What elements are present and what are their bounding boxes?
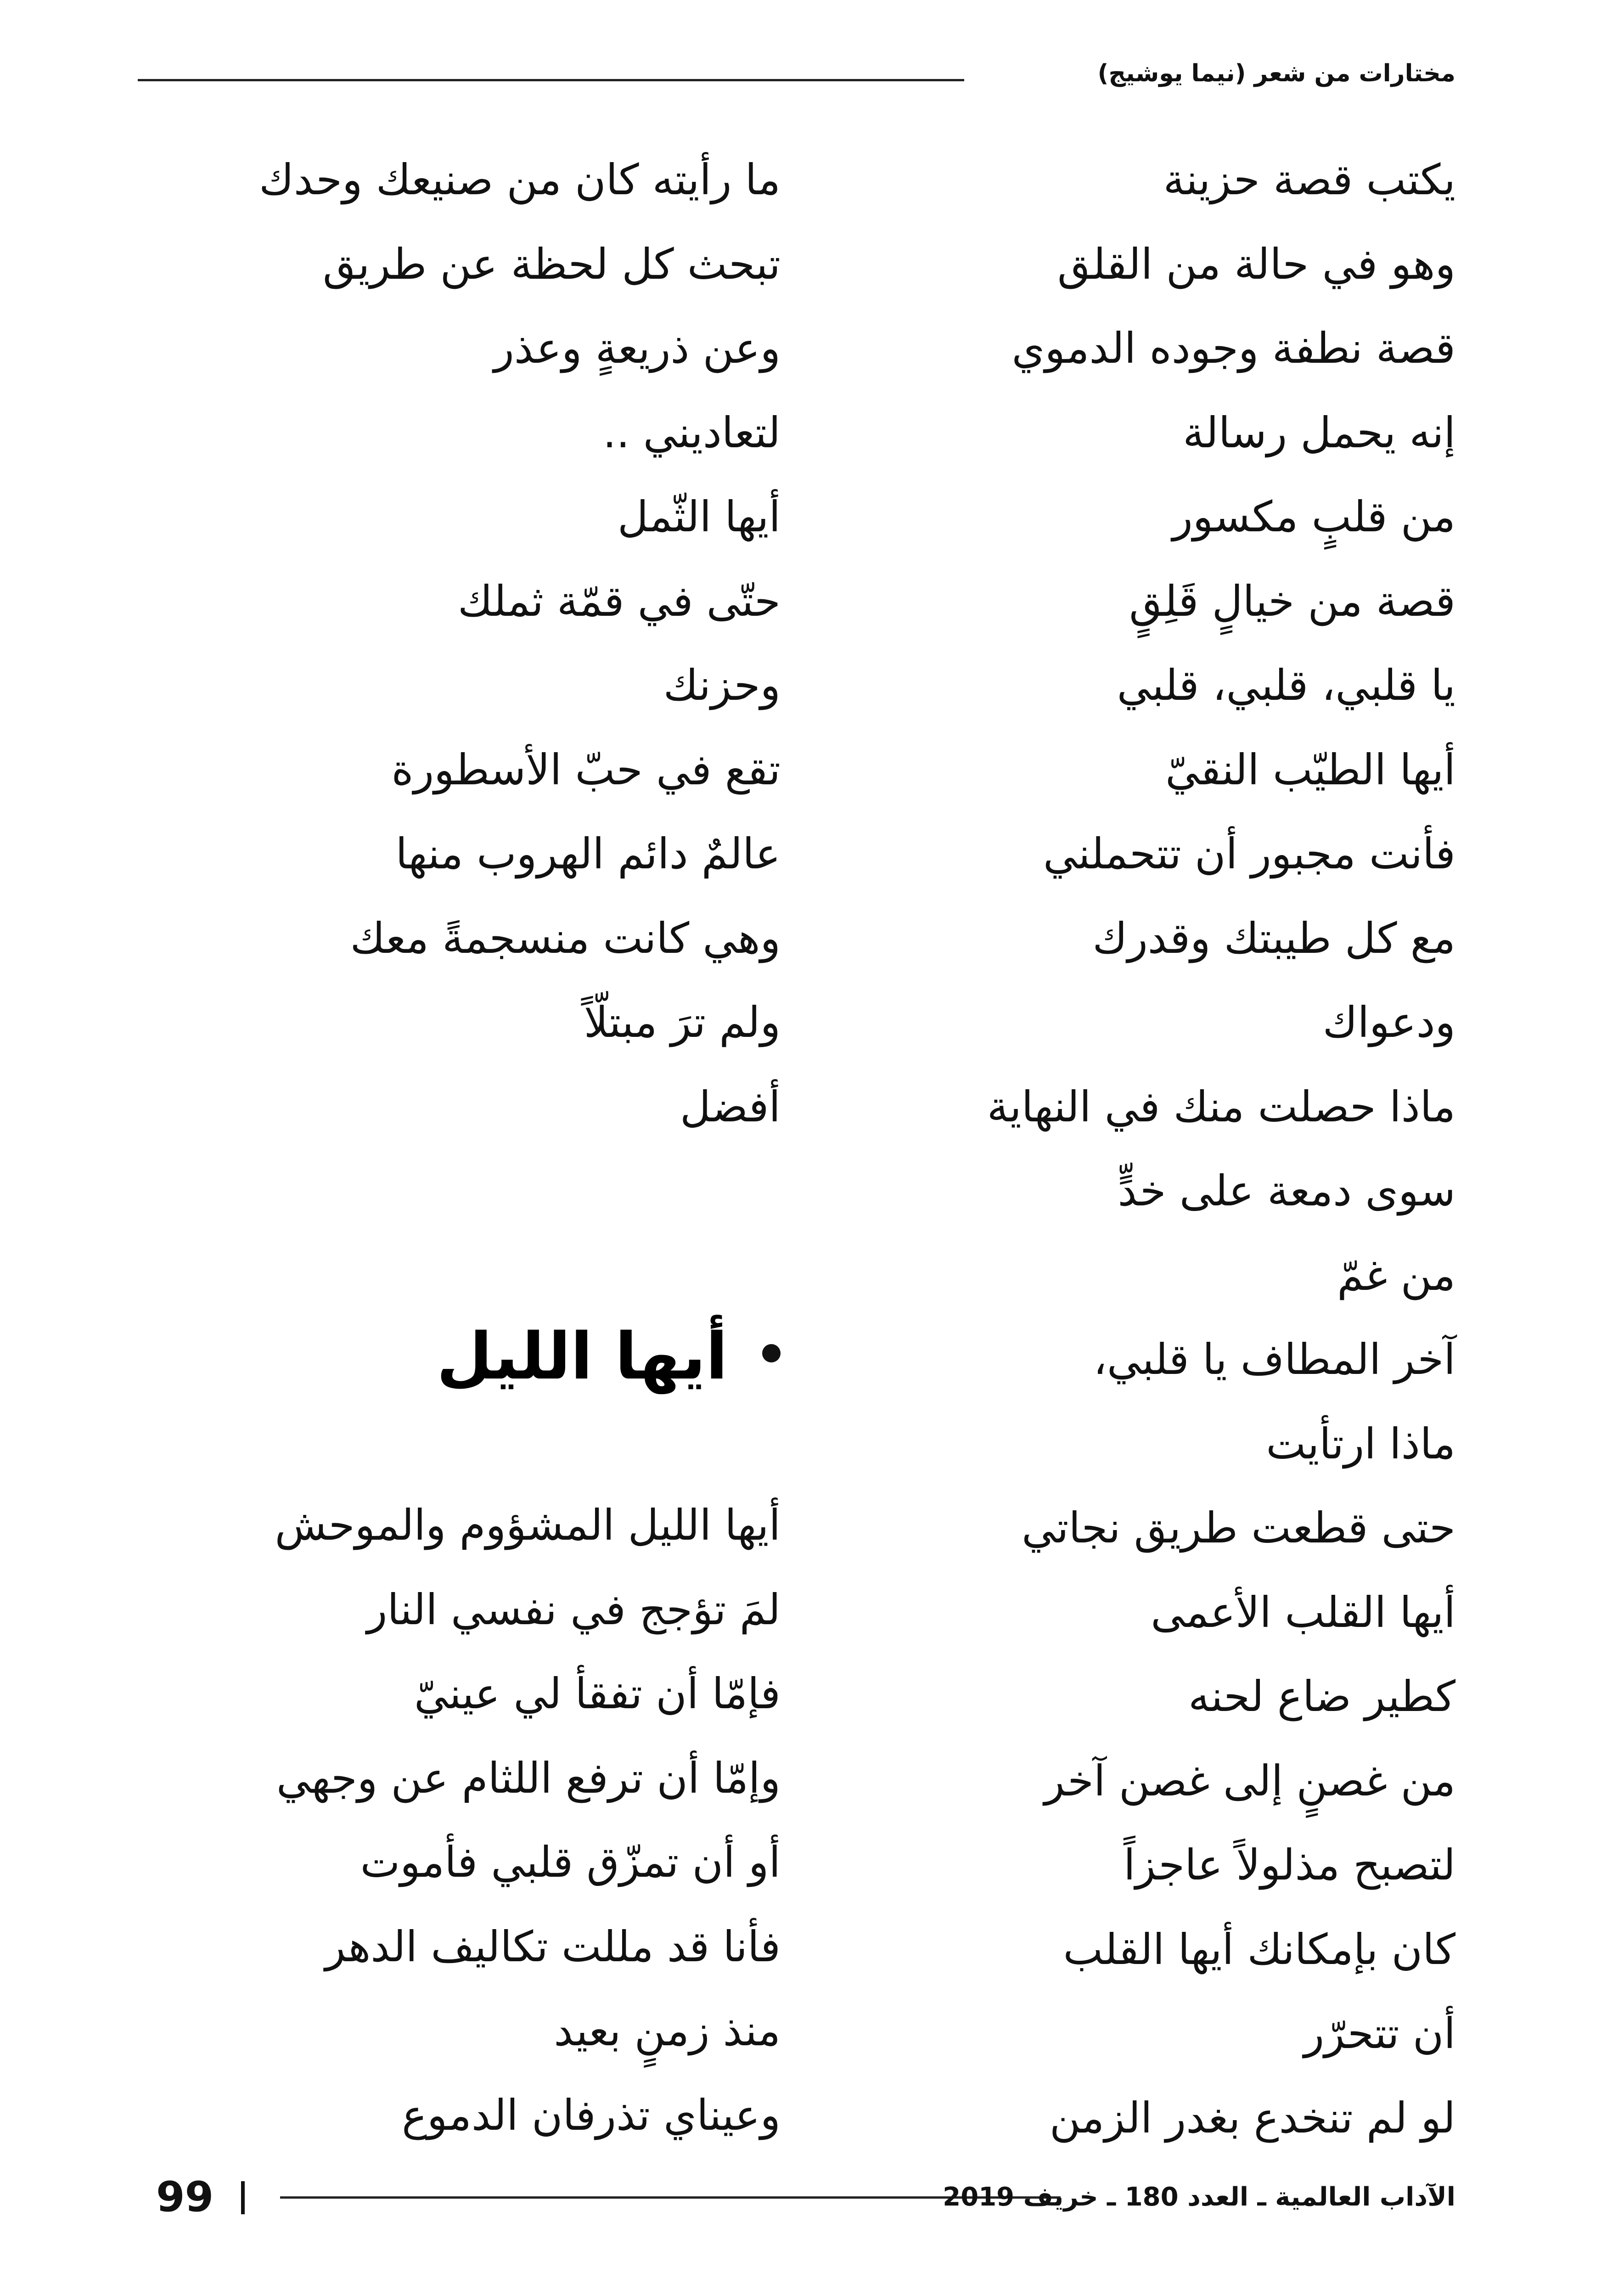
section-heading [115, 1313, 781, 1401]
bullet-icon [762, 1344, 781, 1362]
poem-line: أو أن تمزّق قلبي فأموت [360, 1838, 781, 1887]
poem-line: سوى دمعة على خدٍّ [1118, 1166, 1455, 1216]
poem-line: أيها الثّمل [617, 492, 781, 541]
poem-line: أفضل [680, 1082, 781, 1131]
poem-line: من غصنٍ إلى غصن آخر [1044, 1756, 1455, 1806]
poem-line: ودعواك [1322, 998, 1455, 1047]
poem-line: يكتب قصة حزينة [1163, 155, 1455, 204]
poem-line: أن تتحرّر [1304, 2009, 1455, 2058]
poem-line: حتّى في قمّة ثملك [458, 576, 781, 626]
poem-line: وحزنك [663, 661, 781, 710]
section-heading-text: أيها الليل [436, 1319, 728, 1394]
poem-line: ماذا ارتأيت [1266, 1419, 1455, 1469]
poem-line: ما رأيته كان من صنيعك وحدك [259, 155, 781, 204]
poem-line: فأنا قد مللت تكاليف الدهر [325, 1922, 781, 1971]
poem-line: يا قلبي، قلبي، قلبي [1117, 661, 1455, 710]
poem-line: أيها الطيّب النقيّ [1165, 745, 1455, 794]
poem-line: وهو في حالة من القلق [1057, 239, 1455, 289]
poem-line: أيها الليل المشؤوم والموحش [275, 1501, 781, 1550]
header-title: مختارات من شعر (نيما يوشيج) [1097, 60, 1455, 87]
poem-line: وهي كانت منسجمةً معك [350, 913, 781, 963]
poem-line: وعن ذريعةٍ وعذر [494, 324, 781, 373]
poem-line: لو لم تنخدع بغدر الزمن [1049, 2093, 1455, 2143]
poem-line: تقع في حبّ الأسطورة [391, 745, 781, 794]
running-header [138, 55, 1455, 106]
journal-issue: الآداب العالمية ـ العدد 180 ـ خريف 2019 [943, 2182, 1455, 2212]
poem-line: كطير ضاع لحنه [1188, 1672, 1455, 1721]
poem-column-right [859, 138, 1455, 2160]
poem-line: حتى قطعت طريق نجاتي [1022, 1503, 1455, 1553]
poem-line: فإمّا أن تفقأ لي عينيّ [414, 1669, 781, 1718]
poem-line: مع كل طيبتك وقدرك [1092, 913, 1455, 963]
poem-line: إنه يحمل رسالة [1183, 408, 1455, 457]
poem-line: فأنت مجبور أن تتحملني [1043, 829, 1455, 878]
poem-line: ماذا حصلت منك في النهاية [987, 1082, 1455, 1131]
poem-line: وعيناي تذرفان الدموع [402, 2090, 781, 2140]
poem-line: قصة نطفة وجوده الدموي [1011, 324, 1455, 373]
poem-line: آخر المطاف يا قلبي، [1093, 1335, 1455, 1384]
poem-line: من قلبٍ مكسور [1172, 492, 1455, 541]
poem-line: كان بإمكانك أيها القلب [1063, 1925, 1455, 1974]
poem-line: تبحث كل لحظة عن طريق [323, 239, 781, 289]
page-footer [138, 2167, 1455, 2227]
poem-column-left-top [115, 138, 781, 1149]
poem-line: أيها القلب الأعمى [1151, 1587, 1455, 1637]
poem-line: ولم ترَ مبتلّاً [584, 998, 781, 1047]
poem-line: لمَ تؤجج في نفسي النار [367, 1585, 781, 1634]
poem-line: منذ زمنٍ بعيد [554, 2006, 781, 2055]
poem-line: لتعاديني .. [603, 408, 781, 457]
poem-line: وإمّا أن ترفع اللثام عن وجهي [276, 1753, 781, 1803]
poem-line: لتصبح مذلولاً عاجزاً [1124, 1840, 1455, 1890]
footer-separator [241, 2181, 245, 2214]
page-number: 99 [156, 2173, 214, 2221]
poem-column-left-bottom [115, 1483, 781, 2157]
poem-line: من غمّ [1337, 1250, 1455, 1300]
poem-line: عالمٌ دائم الهروب منها [395, 829, 781, 878]
poem-line: قصة من خيالٍ قَلِقٍ [1129, 576, 1455, 626]
header-rule [138, 79, 964, 81]
